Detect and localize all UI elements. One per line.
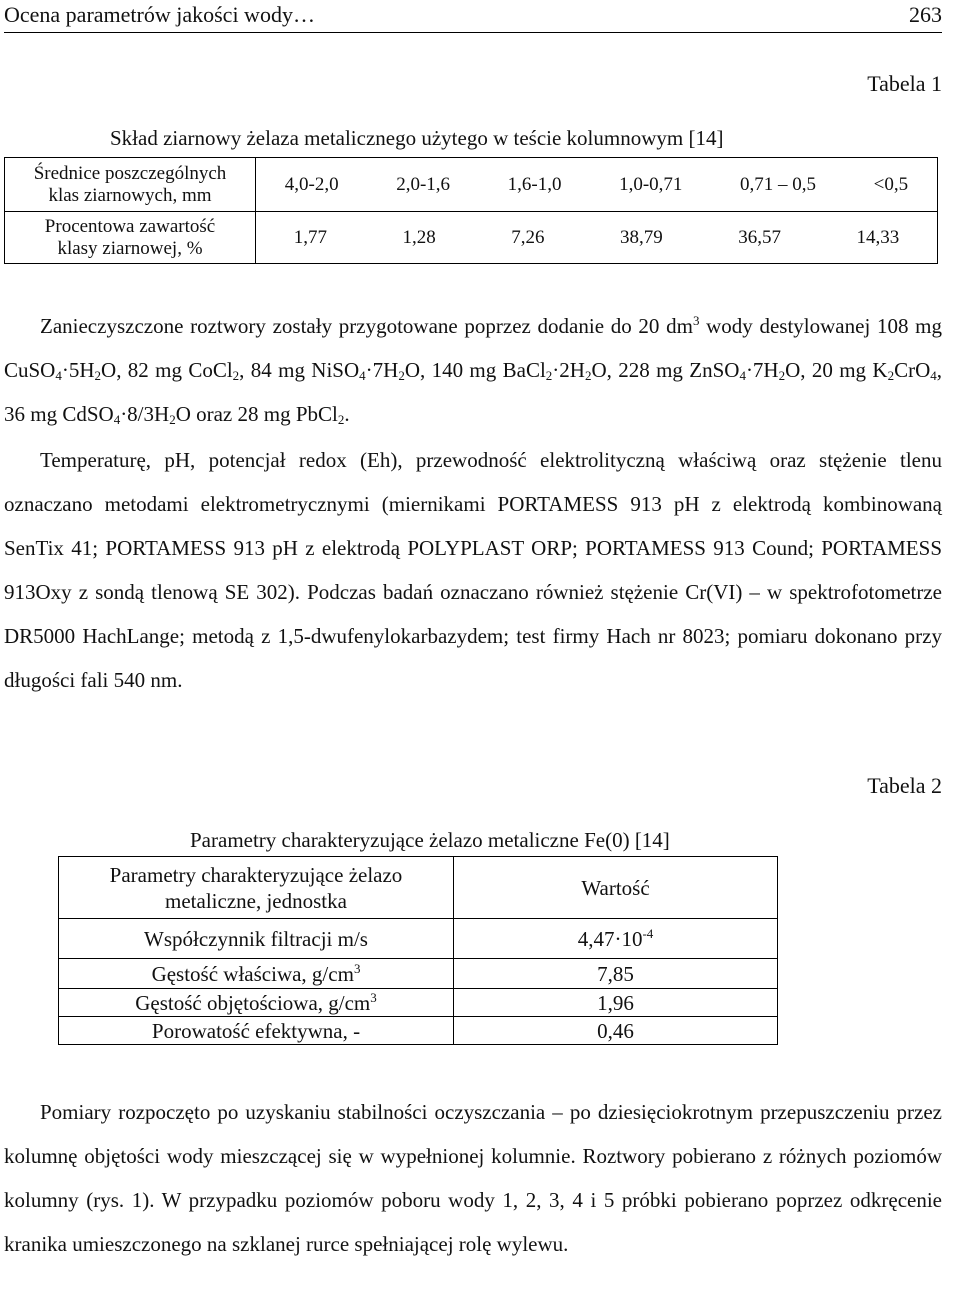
row-header-percent [5, 212, 256, 264]
header-line: Parametry charakteryzujące żelazo [109, 862, 403, 887]
table1-caption: Skład ziarnowy żelaza metalicznego użytego w teście kolumnowym [14] [110, 126, 724, 150]
paragraph-sampling [4, 1090, 942, 1266]
table-row [5, 212, 938, 264]
table-header-row [59, 857, 778, 919]
running-title: Ocena parametrów jakości wody… [4, 2, 315, 27]
param-cell: Gęstość właściwa, $g/cm^3$ [59, 959, 454, 989]
fraction-cell: <0,5 [873, 173, 909, 195]
paragraph-text: Temperaturę, pH, potencjał redox (Eh), przewodność elektrolityczną właściwą oraz stężenie tlenu oznaczano metodami elektrometrycznymi (miernikami PORTAMESS 913 pH z elektrodą kombinowaną SenTix 41; PORTAMESS 913 pH z elektrodą POLYPLAST ORP; PORTAMESS 913 Cound; PORTAMESS 913Oxy z sondą tlenową SE 302). Podczas badań oznaczano również stężenie Cr(VI) – w spektrofotometrze DR5000 HachLange; metodą z 1,5-dwufenylokarbazydem; test firmy Hach nr 8023; pomiaru dokonano przy długości fali 540 nm. [4, 448, 942, 692]
table-row [59, 989, 778, 1017]
table2-label: Tabela 2 [867, 773, 942, 798]
param-cell: Współczynnik filtracji m/s [59, 919, 454, 959]
paragraph-text: Pomiary rozpoczęto po uzyskaniu stabilności oczyszczania – po dziesięciokrotnym przepuszczeniu przez kolumnę objętości wody mieszczącej się w wypełnionej kolumnie. Roztwory pobierano z różnych poziomów kolumny (rys. 1). W przypadku poziomów poboru wody 1, 2, 3, 4 i 5 próbki pobierano poprzez odkręcenie kranika umieszczonego na szklanej rurce spełniającej rolę wylewu. [4, 1100, 942, 1256]
percent-cell: 38,79 [620, 226, 663, 248]
table1-grain-composition [4, 157, 938, 264]
param-cell: Gęstość objętościowa, $g/cm^3$ [59, 989, 454, 1017]
value-cell: $4,47\cdot 10^{-4}$ [454, 919, 778, 959]
fraction-cell: 2,0-1,6 [396, 173, 451, 195]
fraction-cell: 4,0-2,0 [284, 173, 339, 195]
row-header-fractions [5, 158, 256, 212]
percent-cell: 36,57 [738, 226, 781, 248]
header-line: Średnice poszczególnych [33, 162, 227, 184]
column-header-value: Wartość [454, 857, 778, 919]
header-line: klas ziarnowych, mm [48, 184, 212, 206]
table-row [59, 919, 778, 959]
table-row [59, 1017, 778, 1045]
table2-iron-parameters [58, 856, 778, 1045]
value-cell: 7,85 [454, 959, 778, 989]
table1-label: Tabela 1 [867, 71, 942, 96]
header-divider [4, 32, 942, 33]
page-number: 263 [909, 2, 942, 27]
table-row [59, 959, 778, 989]
param-cell: Porowatość efektywna, - [59, 1017, 454, 1045]
paragraph-measurements [4, 438, 942, 702]
paragraph-solutions [4, 304, 942, 436]
header-line: metaliczne, jednostka [165, 888, 347, 913]
percent-values [256, 212, 938, 264]
column-header-parameter [59, 857, 454, 919]
header-line: Procentowa zawartość [44, 215, 216, 237]
percent-cell: 1,28 [402, 226, 436, 248]
fraction-values [256, 158, 938, 212]
percent-cell: 7,26 [511, 226, 545, 248]
percent-cell: 14,33 [856, 226, 900, 248]
header-line: klasy ziarnowej, % [57, 237, 203, 259]
value-cell: 0,46 [454, 1017, 778, 1045]
percent-cell: 1,77 [293, 226, 327, 248]
table2-caption: Parametry charakteryzujące żelazo metaliczne Fe(0) [14] [190, 828, 670, 852]
fraction-cell: 1,6-1,0 [507, 173, 562, 195]
paragraph-text: Zanieczyszczone roztwory zostały przygotowane poprzez dodanie do 20 $dm^3$ wody destylowanej 108 mg $CuSO_4\cdot 5H_2O$, 82 mg CoCl$_2$, 84 mg $NiSO_4\cdot 7H_2O$, 140 mg $BaCl_2\cdot 2H_2O$, 228 mg $ZnSO_4\cdot 7H_2O$, 20 mg $K_2CrO_4$, 36 mg $CdSO_4\cdot 8/3H_2O$ oraz 28 mg PbCl$_2$. [4, 313, 942, 427]
value-cell: 1,96 [454, 989, 778, 1017]
fraction-cell: 0,71 – 0,5 [740, 173, 817, 195]
table-row [5, 158, 938, 212]
fraction-cell: 1,0-0,71 [619, 173, 683, 195]
